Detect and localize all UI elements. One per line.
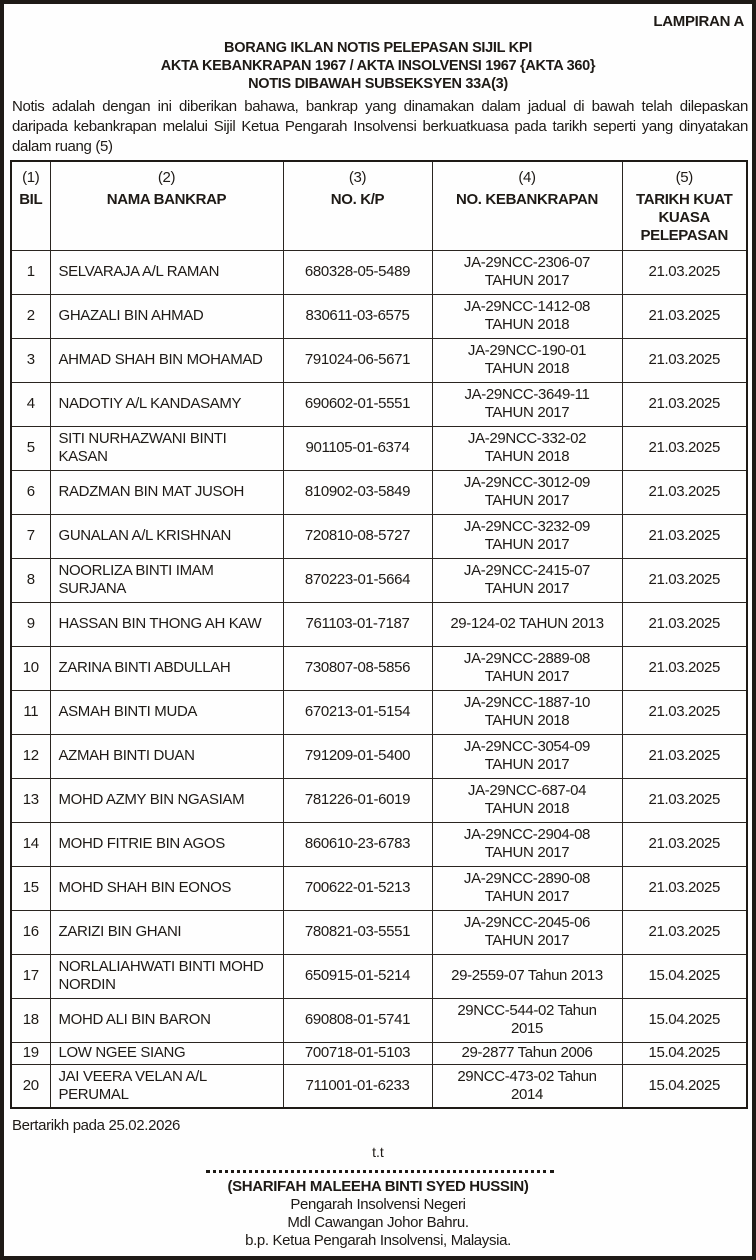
table-row [11,910,747,954]
ic-number: 650915-01-5214 [283,954,432,998]
bankruptcy-number: 29NCC-544-02 Tahun 2015 [432,998,622,1042]
ic-number: 791209-01-5400 [283,734,432,778]
ic-number: 700718-01-5103 [283,1042,432,1064]
table-row [11,426,747,470]
table-row [11,1064,747,1108]
bankrupt-name: NOORLIZA BINTI IMAM SURJANA [50,558,283,602]
position-line-1: Pengarah Insolvensi Negeri [290,1196,466,1213]
ic-number: 680328-05-5489 [283,250,432,294]
bankruptcy-number: JA-29NCC-3232-09 TAHUN 2017 [432,514,622,558]
bankruptcy-number: JA-29NCC-190-01 TAHUN 2018 [432,338,622,382]
bankrupt-name: MOHD FITRIE BIN AGOS [50,822,283,866]
table-row [11,382,747,426]
discharge-date: 21.03.2025 [622,426,747,470]
bankruptcy-number: JA-29NCC-2045-06 TAHUN 2017 [432,910,622,954]
dated-line: Bertarikh pada 25.02.2026 [12,1117,181,1134]
signer-name: (SHARIFAH MALEEHA BINTI SYED HUSSIN) [227,1178,529,1195]
annex-label: LAMPIRAN A [653,13,744,30]
row-number: 3 [11,338,50,382]
bankrupt-name: MOHD ALI BIN BARON [50,998,283,1042]
row-number: 10 [11,646,50,690]
ic-number: 711001-01-6233 [283,1064,432,1108]
ic-number: 690808-01-5741 [283,998,432,1042]
row-number: 12 [11,734,50,778]
table-row [11,294,747,338]
table-row [11,690,747,734]
col-header-case-no: (4) NO. KEBANKRAPAN [432,161,622,250]
bankruptcy-number: 29-124-02 TAHUN 2013 [432,602,622,646]
row-number: 17 [11,954,50,998]
discharge-date: 21.03.2025 [622,866,747,910]
bankrupt-name: ASMAH BINTI MUDA [50,690,283,734]
bankruptcy-number: JA-29NCC-2415-07 TAHUN 2017 [432,558,622,602]
table-row [11,954,747,998]
row-number: 5 [11,426,50,470]
ic-number: 781226-01-6019 [283,778,432,822]
bankrupt-name: RADZMAN BIN MAT JUSOH [50,470,283,514]
title-line-1: BORANG IKLAN NOTIS PELEPASAN SIJIL KPI [224,40,532,56]
intro-paragraph: Notis adalah dengan ini diberikan bahawa, bankrap yang dinamakan dalam jadual di bawah telah dilepaskan daripada kebankrapan melalui Sijil Ketua Pengarah Insolvensi berkuatkuasa pada tarikh seperti yang dinyatakan dalam ruang (5) [12,98,748,155]
title-line-3: NOTIS DIBAWAH SUBSEKSYEN 33A(3) [248,76,508,92]
signature-block [4,1178,752,1250]
discharge-date: 21.03.2025 [622,514,747,558]
discharge-date: 21.03.2025 [622,778,747,822]
table-row [11,998,747,1042]
bankruptcy-number: JA-29NCC-2306-07 TAHUN 2017 [432,250,622,294]
row-number: 20 [11,1064,50,1108]
discharge-date: 15.04.2025 [622,1064,747,1108]
bankruptcy-number: JA-29NCC-687-04 TAHUN 2018 [432,778,622,822]
bankruptcy-number: 29-2877 Tahun 2006 [432,1042,622,1064]
row-number: 14 [11,822,50,866]
row-number: 11 [11,690,50,734]
table-row [11,602,747,646]
table-row [11,866,747,910]
table-row [11,734,747,778]
bankruptcy-number: JA-29NCC-2904-08 TAHUN 2017 [432,822,622,866]
row-number: 18 [11,998,50,1042]
row-number: 6 [11,470,50,514]
bankrupt-name: NADOTIY A/L KANDASAMY [50,382,283,426]
discharge-date: 21.03.2025 [622,470,747,514]
table-body [11,250,747,1108]
col-header-date: (5) TARIKH KUAT KUASA PELEPASAN [622,161,747,250]
ic-number: 690602-01-5551 [283,382,432,426]
bankrupt-name: GUNALAN A/L KRISHNAN [50,514,283,558]
discharge-date: 21.03.2025 [622,558,747,602]
col-header-kp: (3) NO. K/P [283,161,432,250]
row-number: 7 [11,514,50,558]
ic-number: 730807-08-5856 [283,646,432,690]
bankrupt-name: MOHD AZMY BIN NGASIAM [50,778,283,822]
row-number: 9 [11,602,50,646]
row-number: 13 [11,778,50,822]
bankrupt-name: SELVARAJA A/L RAMAN [50,250,283,294]
bankruptcy-number: JA-29NCC-332-02 TAHUN 2018 [432,426,622,470]
col-header-bil: (1) BIL [11,161,50,250]
row-number: 1 [11,250,50,294]
table-row [11,470,747,514]
bankrupt-name: AHMAD SHAH BIN MOHAMAD [50,338,283,382]
discharge-date: 21.03.2025 [622,734,747,778]
ic-number: 901105-01-6374 [283,426,432,470]
bankrupt-name: JAI VEERA VELAN A/L PERUMAL [50,1064,283,1108]
bankrupt-name: AZMAH BINTI DUAN [50,734,283,778]
row-number: 4 [11,382,50,426]
ic-number: 791024-06-5671 [283,338,432,382]
table-row [11,1042,747,1064]
row-number: 2 [11,294,50,338]
signature-line [206,1170,554,1173]
bankruptcy-number: JA-29NCC-3054-09 TAHUN 2017 [432,734,622,778]
bankruptcy-number: 29-2559-07 Tahun 2013 [432,954,622,998]
bankrupt-name: NORLALIAHWATI BINTI MOHD NORDIN [50,954,283,998]
bankrupt-name: GHAZALI BIN AHMAD [50,294,283,338]
discharge-date: 15.04.2025 [622,1042,747,1064]
ic-number: 860610-23-6783 [283,822,432,866]
ic-number: 780821-03-5551 [283,910,432,954]
row-number: 15 [11,866,50,910]
table-row [11,338,747,382]
discharge-date: 21.03.2025 [622,910,747,954]
bankruptcy-number: JA-29NCC-1412-08 TAHUN 2018 [432,294,622,338]
row-number: 16 [11,910,50,954]
row-number: 19 [11,1042,50,1064]
bankruptcy-number: 29NCC-473-02 Tahun 2014 [432,1064,622,1108]
bankruptcy-number: JA-29NCC-3649-11 TAHUN 2017 [432,382,622,426]
bankruptcy-number: JA-29NCC-3012-09 TAHUN 2017 [432,470,622,514]
bankruptcy-number: JA-29NCC-2890-08 TAHUN 2017 [432,866,622,910]
bankrupt-name: ZARIZI BIN GHANI [50,910,283,954]
table-header-row [11,161,747,250]
ic-number: 870223-01-5664 [283,558,432,602]
col-header-name: (2) NAMA BANKRAP [50,161,283,250]
table-row [11,250,747,294]
position-line-3: b.p. Ketua Pengarah Insolvensi, Malaysia. [245,1232,511,1249]
bankrupt-name: HASSAN BIN THONG AH KAW [50,602,283,646]
ic-number: 761103-01-7187 [283,602,432,646]
discharge-date: 21.03.2025 [622,602,747,646]
bankrupt-table [10,160,748,1109]
title-line-2: AKTA KEBANKRAPAN 1967 / AKTA INSOLVENSI 1967 {AKTA 360} [160,58,596,74]
table-row [11,822,747,866]
discharge-date: 21.03.2025 [622,294,747,338]
bankrupt-name: SITI NURHAZWANI BINTI KASAN [50,426,283,470]
table-row [11,558,747,602]
bankrupt-name: MOHD SHAH BIN EONOS [50,866,283,910]
ic-number: 700622-01-5213 [283,866,432,910]
table-row [11,646,747,690]
bankruptcy-number: JA-29NCC-2889-08 TAHUN 2017 [432,646,622,690]
discharge-date: 15.04.2025 [622,954,747,998]
bankrupt-name: LOW NGEE SIANG [50,1042,283,1064]
discharge-date: 21.03.2025 [622,646,747,690]
ic-number: 670213-01-5154 [283,690,432,734]
ic-number: 720810-08-5727 [283,514,432,558]
row-number: 8 [11,558,50,602]
table-row [11,514,747,558]
discharge-date: 21.03.2025 [622,338,747,382]
ic-number: 830611-03-6575 [283,294,432,338]
bankruptcy-number: JA-29NCC-1887-10 TAHUN 2018 [432,690,622,734]
bankrupt-name: ZARINA BINTI ABDULLAH [50,646,283,690]
discharge-date: 21.03.2025 [622,250,747,294]
signed-mark: t.t [372,1144,384,1160]
position-line-2: Mdl Cawangan Johor Bahru. [287,1214,469,1231]
discharge-date: 15.04.2025 [622,998,747,1042]
discharge-date: 21.03.2025 [622,382,747,426]
table-row [11,778,747,822]
notice-title [4,39,752,93]
ic-number: 810902-03-5849 [283,470,432,514]
discharge-date: 21.03.2025 [622,822,747,866]
discharge-date: 21.03.2025 [622,690,747,734]
